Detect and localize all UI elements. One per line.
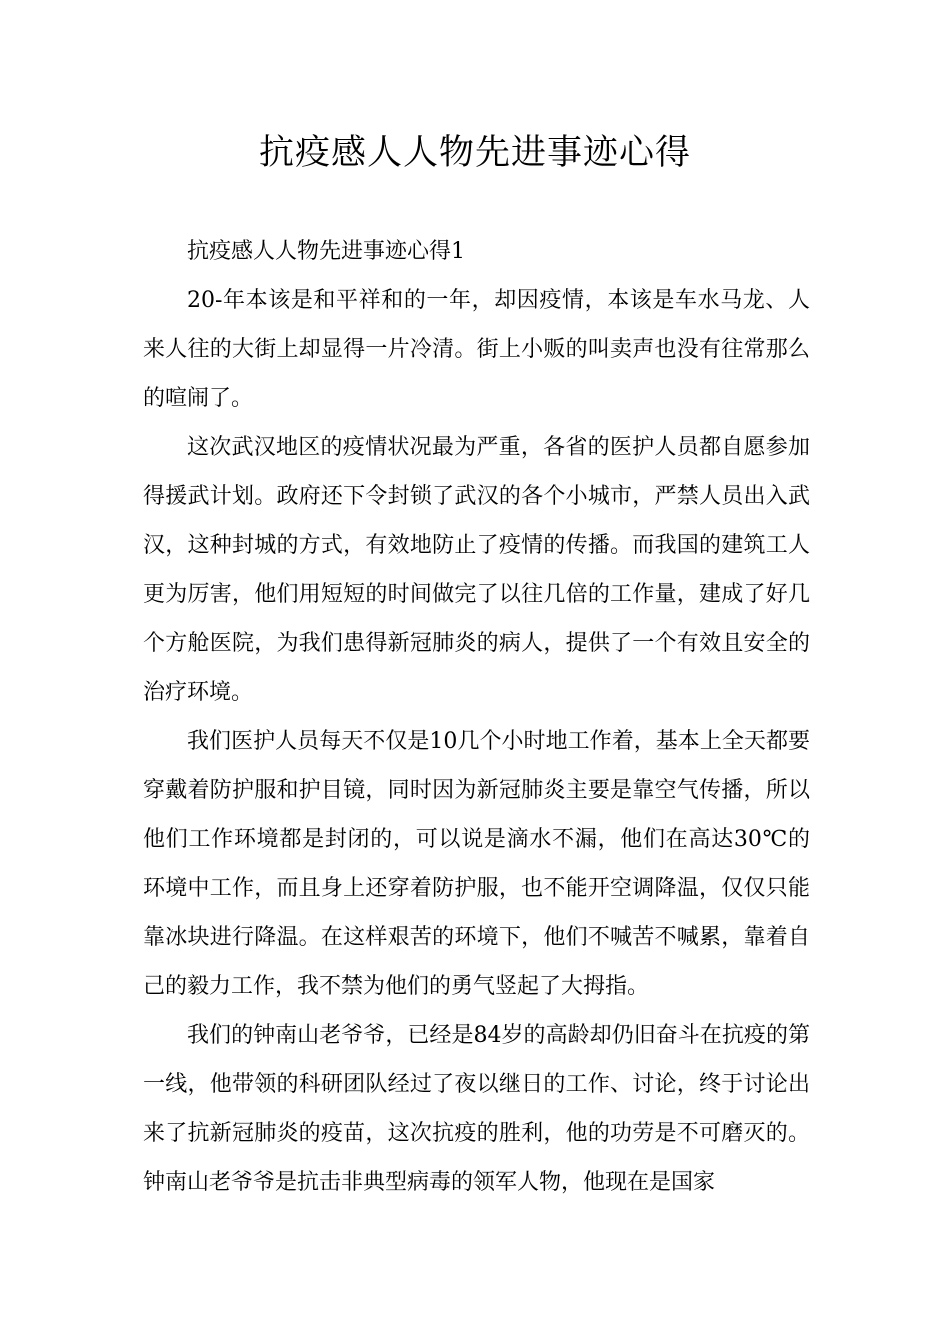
paragraph: 我们医护人员每天不仅是10几个小时地工作着，基本上全天都要穿戴着防护服和护目镜，同时因为新冠肺炎主要是靠空气传播，所以他们工作环境都是封闭的，可以说是滴水不漏，他们在高达30℃的环境中工作，而且身上还穿着防护服，也不能开空调降温，仅仅只能靠冰块进行降温。在这样艰苦的环境下，他们不喊苦不喊累，靠着自己的毅力工作，我不禁为他们的勇气竖起了大拇指。 xyxy=(143,729,810,999)
document-body xyxy=(143,227,810,1207)
document-title: 抗疫感人人物先进事迹心得 xyxy=(258,133,691,173)
paragraph: 我们的钟南山老爷爷，已经是84岁的高龄却仍旧奋斗在抗疫的第一线，他带领的科研团队经过了夜以继日的工作、讨论，终于讨论出来了抗新冠肺炎的疫苗，这次抗疫的胜利，他的功劳是不可磨灭的。钟南山老爷爷是抗击非典型病毒的领军人物，他现在是国家 xyxy=(143,1023,810,1195)
paragraph: 这次武汉地区的疫情状况最为严重，各省的医护人员都自愿参加得援武计划。政府还下令封锁了武汉的各个小城市，严禁人员出入武汉，这种封城的方式，有效地防止了疫情的传播。而我国的建筑工人更为厉害，他们用短短的时间做完了以往几倍的工作量，建成了好几个方舱医院，为我们患得新冠肺炎的病人，提供了一个有效且安全的治疗环境。 xyxy=(143,435,810,705)
section-heading: 抗疫感人人物先进事迹心得1 xyxy=(187,239,465,264)
paragraph: 20-年本该是和平祥和的一年，却因疫情，本该是车水马龙、人来人往的大街上却显得一片冷清。街上小贩的叫卖声也没有往常那么的喧闹了。 xyxy=(143,288,810,411)
